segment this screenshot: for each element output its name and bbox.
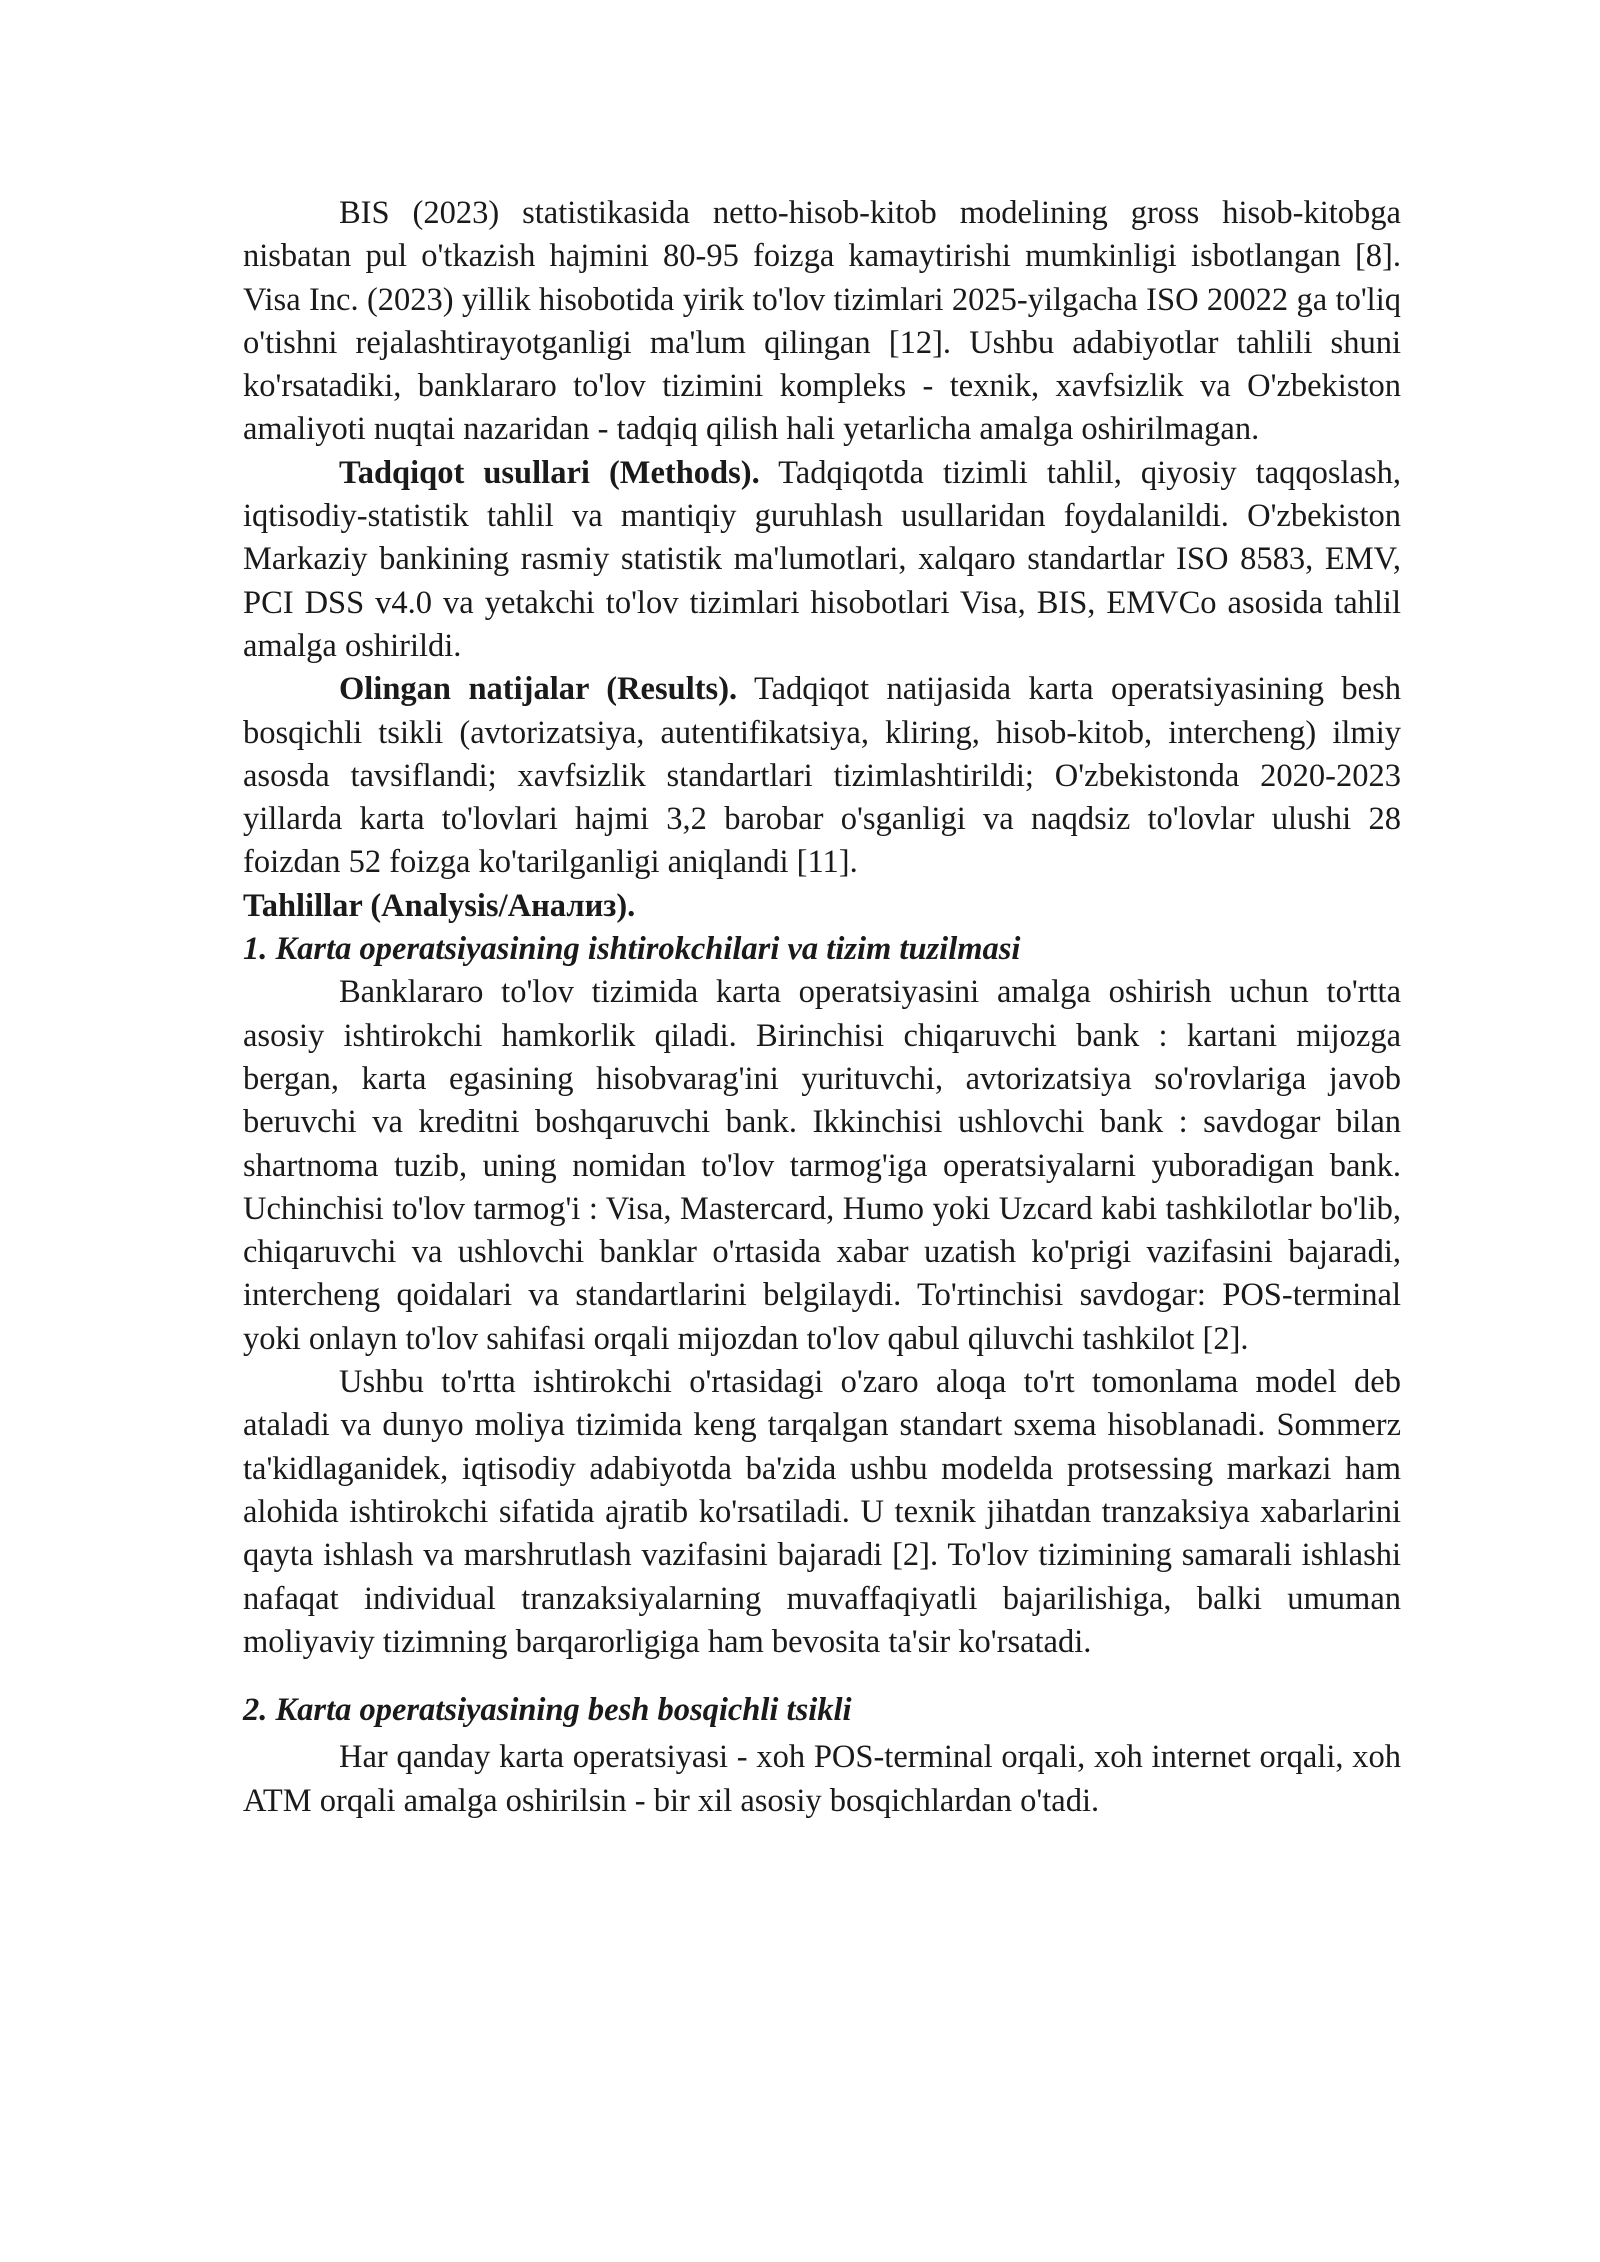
section-1-paragraph-model: Ushbu to'rtta ishtirokchi o'rtasidagi o'zaro aloqa to'rt tomonlama model deb ataladi va dunyo moliya tizimida keng tarqalgan standart sxema hisoblanadi. Sommerz ta'kidlaganidek, iqtisodiy adabiyotda ba'zida ushbu modelda protsessing markazi ham alohida ishtirokchi sifatida ajratib ko'rsatiladi. U texnik jihatdan tranzaksiya xabarlarini qayta ishlash va marshrutlash vazifasini bajaradi [2]. To'lov tizimining samarali ishlashi nafaqat individual tranzaksiyalarning muvaffaqiyatli bajarilishiga, balki umuman moliyaviy tizimning barqarorligiga ham bevosita ta'sir ko'rsatadi. bbox=[243, 1364, 1401, 1660]
section-2-paragraph: Har qanday karta operatsiyasi - xoh POS-terminal orqali, xoh internet orqali, xoh ATM orqali amalga oshirilsin - bir xil asosiy bosqichlardan o'tadi. bbox=[243, 1739, 1401, 1819]
methods-paragraph bbox=[243, 452, 1401, 668]
section-spacer bbox=[243, 1664, 1401, 1689]
results-label: Olingan natijalar (Results). bbox=[339, 671, 738, 708]
results-paragraph bbox=[243, 668, 1401, 884]
results-text: Tadqiqot natijasida karta operatsiyasining besh bosqichli tsikli (avtorizatsiya, autentifikatsiya, kliring, hisob-kitob, intercheng) ilmiy asosda tavsiflandi; xavfsizlik standartlari tizimlashtirildi; O'zbekistonda 2020-2023 yillarda karta to'lovlari hajmi 3,2 barobar o'sganligi va naqdsiz to'lovlar ulushi 28 foizdan 52 foizga ko'tarilganligi aniqlandi [11]. bbox=[243, 671, 1401, 881]
document-page bbox=[243, 192, 1401, 1823]
section-2-heading: 2. Karta operatsiyasining besh bosqichli tsikli bbox=[243, 1692, 852, 1729]
intro-paragraph: BIS (2023) statistikasida netto-hisob-kitob modelining gross hisob-kitobga nisbatan pul o'tkazish hajmini 80-95 foizga kamaytirishi mumkinligi isbotlangan [8]. Visa Inc. (2023) yillik hisobotida yirik to'lov tizimlari 2025-yilgacha ISO 20022 ga to'liq o'tishni rejalashtirayotganligi ma'lum qilingan [12]. Ushbu adabiyotlar tahlili shuni ko'rsatadiki, banklararo to'lov tizimini kompleks - texnik, xavfsizlik va O'zbekiston amaliyoti nuqtai nazaridan - tadqiq qilish hali yetarlicha amalga oshirilmagan. bbox=[243, 195, 1401, 448]
analysis-heading: Tahlillar (Analysis/Анализ). bbox=[243, 887, 636, 924]
methods-text: Tadqiqotda tizimli tahlil, qiyosiy taqqoslash, iqtisodiy-statistik tahlil va mantiqiy guruhlash usullaridan foydalanildi. O'zbekiston Markaziy bankining rasmiy statistik ma'lumotlari, xalqaro standartlar ISO 8583, EMV, PCI DSS v4.0 va yetakchi to'lov tizimlari hisobotlari Visa, BIS, EMVCo asosida tahlil amalga oshirildi. bbox=[243, 454, 1401, 664]
section-1-heading: 1. Karta operatsiyasining ishtirokchilari va tizim tuzilmasi bbox=[243, 931, 1021, 968]
methods-label: Tadqiqot usullari (Methods). bbox=[339, 454, 760, 491]
section-1-paragraph-participants: Banklararo to'lov tizimida karta operatsiyasini amalga oshirish uchun to'rtta asosiy ishtirokchi hamkorlik qiladi. Birinchisi chiqaruvchi bank : kartani mijozga bergan, karta egasining hisobvarag'ini yurituvchi, avtorizatsiya so'rovlariga javob beruvchi va kreditni boshqaruvchi bank. Ikkinchisi ushlovchi bank : savdogar bilan shartnoma tuzib, uning nomidan to'lov tarmog'iga operatsiyalarni yuboradigan bank. Uchinchisi to'lov tarmog'i : Visa, Mastercard, Humo yoki Uzcard kabi tashkilotlar bo'lib, chiqaruvchi va ushlovchi banklar o'rtasida xabar uzatish ko'prigi vazifasini bajaradi, intercheng qoidalari va standartlarini belgilaydi. To'rtinchisi savdogar: POS-terminal yoki onlayn to'lov sahifasi orqali mijozdan to'lov qabul qiluvchi tashkilot [2]. bbox=[243, 974, 1401, 1357]
